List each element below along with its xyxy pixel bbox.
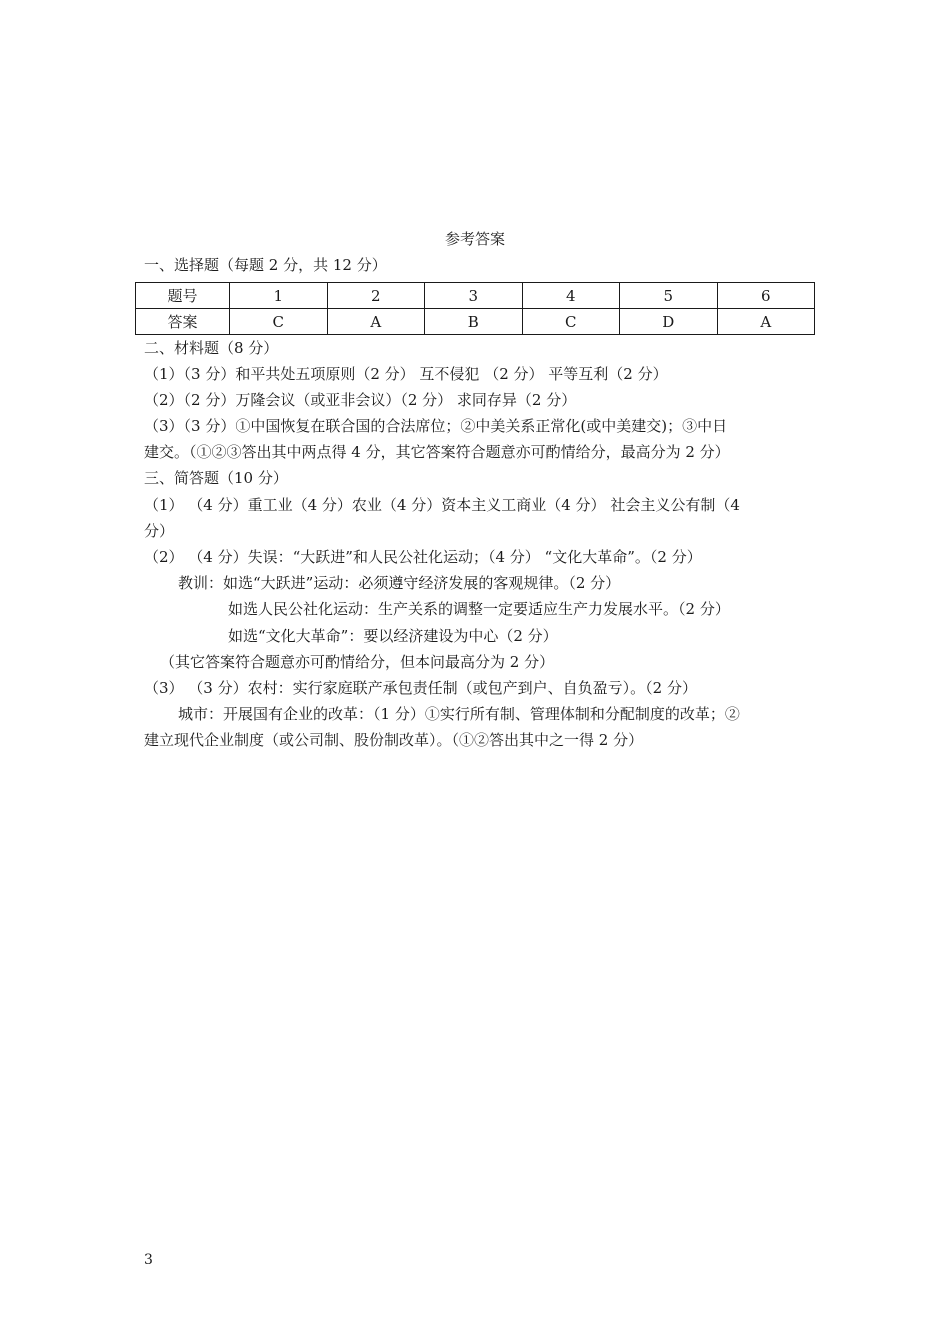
text-line: （2）（2 分）万隆会议（或亚非会议）（2 分） 求同存异（2 分） xyxy=(144,391,577,409)
section2-heading: 二、材料题（8 分） xyxy=(144,339,279,357)
section3-heading: 三、简答题（10 分） xyxy=(144,469,288,487)
table-row xyxy=(136,283,815,309)
table-cell: 2 xyxy=(327,283,425,309)
text-line: 城市：开展国有企业的改革：（1 分）①实行所有制、管理体制和分配制度的改革；② xyxy=(178,705,740,723)
text-line: （1）（3 分）和平共处五项原则（2 分） 互不侵犯 （2 分） 平等互利（2 分） xyxy=(144,365,668,383)
text-line: 建交。（①②③答出其中两点得 4 分，其它答案符合题意亦可酌情给分，最高分为 2 分） xyxy=(144,443,730,461)
table-cell: 4 xyxy=(522,283,620,309)
table-cell: C xyxy=(522,309,620,335)
text-line: （3）（3 分）①中国恢复在联合国的合法席位；②中美关系正常化(或中美建交)；③中日 xyxy=(144,417,728,435)
table-row xyxy=(136,309,815,335)
table-cell: A xyxy=(327,309,425,335)
table-cell: 6 xyxy=(717,283,815,309)
text-line: 分） xyxy=(144,522,175,540)
text-line: （其它答案符合题意亦可酌情给分，但本问最高分为 2 分） xyxy=(160,653,555,671)
answer-table xyxy=(135,282,815,335)
table-cell: A xyxy=(717,309,815,335)
table-row-header: 题号 xyxy=(136,283,230,309)
page-number: 3 xyxy=(144,1252,153,1268)
table-cell: D xyxy=(620,309,718,335)
text-line: （1） （4 分）重工业（4 分）农业（4 分）资本主义工商业（4 分） 社会主义公有制（4 xyxy=(144,496,740,514)
text-line: （2） （4 分）失误：“大跃进”和人民公社化运动；（4 分） “文化大革命”。（2 分） xyxy=(144,548,702,566)
text-line: （3） （3 分）农村：实行家庭联产承包责任制（或包产到户、自负盈亏）。（2 分） xyxy=(144,679,697,697)
text-line: 如选人民公社化运动：生产关系的调整一定要适应生产力发展水平。（2 分） xyxy=(228,600,730,618)
text-line: 建立现代企业制度（或公司制、股份制改革）。（①②答出其中之一得 2 分） xyxy=(144,731,644,749)
table-cell: B xyxy=(425,309,523,335)
table-cell: C xyxy=(230,309,328,335)
text-line: 教训：如选“大跃进”运动：必须遵守经济发展的客观规律。（2 分） xyxy=(178,574,621,592)
table-cell: 1 xyxy=(230,283,328,309)
page-title: 参考答案 xyxy=(444,230,505,248)
text-line: 如选“文化大革命”：要以经济建设为中心（2 分） xyxy=(228,627,558,645)
table-row-header: 答案 xyxy=(136,309,230,335)
table-cell: 3 xyxy=(425,283,523,309)
section1-heading: 一、选择题（每题 2 分，共 12 分） xyxy=(144,256,387,274)
table-cell: 5 xyxy=(620,283,718,309)
